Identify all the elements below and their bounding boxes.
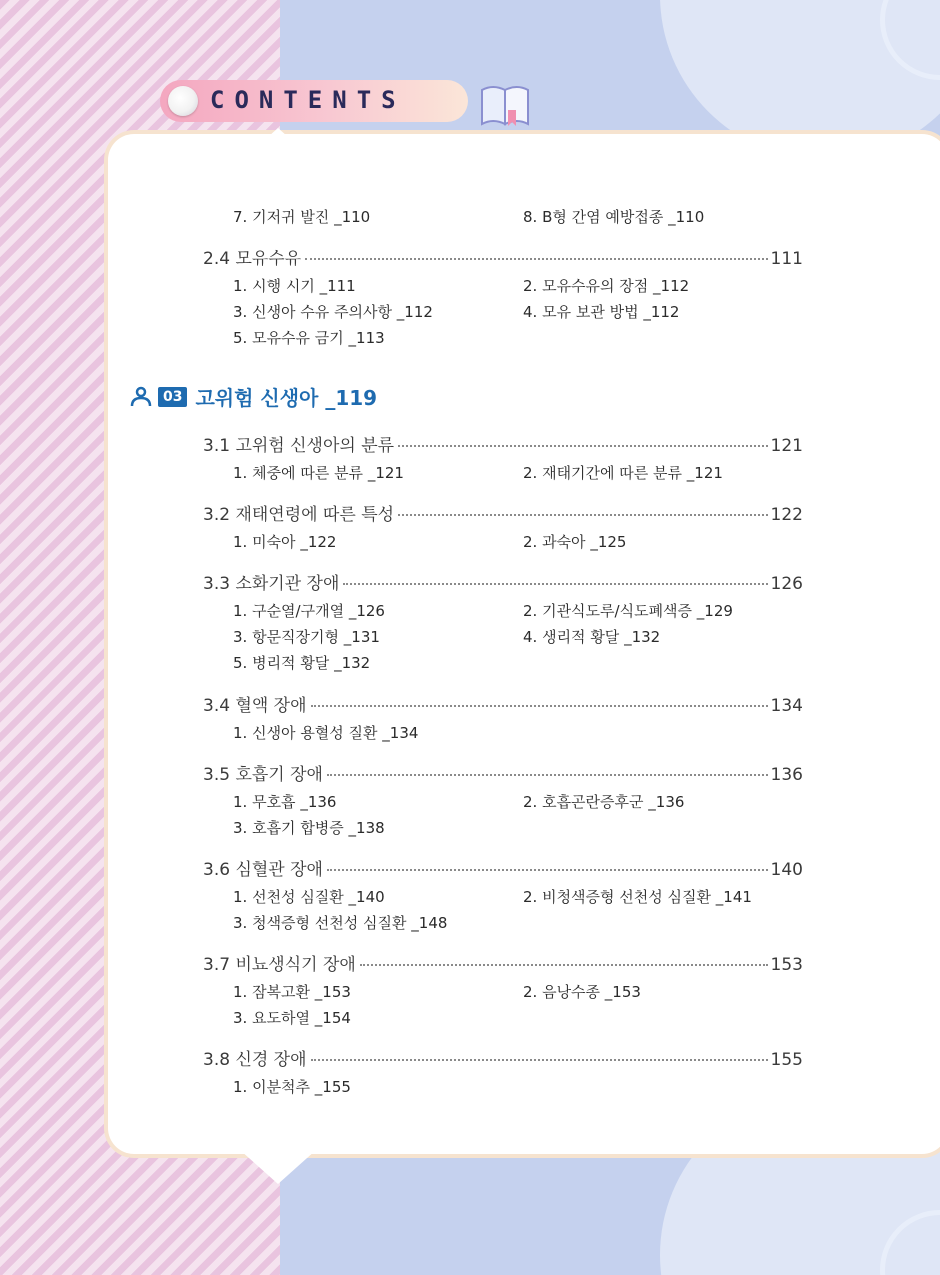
chapter-title: 고위험 신생아 _119 (195, 386, 378, 410)
leader-dots (305, 258, 767, 260)
section-heading[interactable] (203, 500, 803, 525)
section-heading[interactable] (203, 855, 803, 880)
toc-entry[interactable]: 1. 시행 시기 _111 (233, 277, 356, 295)
section-heading[interactable] (203, 950, 803, 975)
section-heading[interactable] (203, 569, 803, 594)
section-label: 3.1 고위험 신생아의 분류 (203, 436, 395, 456)
section-page: 153 (770, 955, 803, 975)
section-page: 122 (770, 505, 803, 525)
section-label: 3.2 재태연령에 따른 특성 (203, 505, 395, 525)
toc-entry[interactable]: 5. 병리적 황달 _132 (233, 654, 371, 672)
toc-entry[interactable]: 1. 미숙아 _122 (233, 533, 337, 551)
toc-entry[interactable]: 2. 재태기간에 따른 분류 _121 (523, 464, 723, 482)
section-page: 136 (770, 765, 803, 785)
section-page: 155 (770, 1050, 803, 1070)
toc-entry[interactable]: 2. 비청색증형 선천성 심질환 _141 (523, 888, 752, 906)
section-heading[interactable] (203, 691, 803, 716)
toc-entry[interactable]: 2. 호흡곤란증후군 _136 (523, 793, 685, 811)
chapter-heading[interactable] (130, 382, 377, 411)
toc-entry[interactable]: 3. 호흡기 합병증 _138 (233, 819, 385, 837)
toc-entry[interactable]: 3. 신생아 수유 주의사항 _112 (233, 303, 433, 321)
section-heading[interactable] (203, 431, 803, 456)
toc-entry[interactable]: 4. 생리적 황달 _132 (523, 628, 661, 646)
chapter-number-badge: 03 (158, 387, 187, 407)
book-icon (478, 80, 532, 132)
pearl-icon (168, 86, 198, 116)
person-icon (130, 386, 152, 408)
toc-entry[interactable]: 1. 신생아 용혈성 질환 _134 (233, 724, 419, 742)
toc-entry[interactable]: 2. 과숙아 _125 (523, 533, 627, 551)
leader-dots (360, 964, 768, 966)
leader-dots (343, 583, 767, 585)
page-notch-bottom (240, 1150, 316, 1184)
page-notch-top (240, 128, 316, 162)
toc-entry[interactable]: 1. 구순열/구개열 _126 (233, 602, 385, 620)
toc-entry[interactable]: 4. 모유 보관 방법 _112 (523, 303, 680, 321)
contents-title: CONTENTS (210, 86, 406, 114)
section-label: 3.7 비뇨생식기 장애 (203, 955, 356, 975)
section-heading[interactable] (203, 1045, 803, 1070)
toc-entry[interactable]: 5. 모유수유 금기 _113 (233, 329, 385, 347)
toc-entry[interactable]: 7. 기저귀 발진 _110 (233, 208, 371, 226)
section-label: 3.6 심혈관 장애 (203, 860, 323, 880)
toc-entry[interactable]: 1. 선천성 심질환 _140 (233, 888, 385, 906)
section-label: 3.3 소화기관 장애 (203, 574, 340, 594)
section-label: 2.4 모유수유 (203, 249, 302, 269)
toc-entry[interactable]: 1. 무호흡 _136 (233, 793, 337, 811)
toc-entry[interactable]: 2. 모유수유의 장점 _112 (523, 277, 690, 295)
toc-entry[interactable]: 8. B형 간염 예방접종 _110 (523, 208, 705, 226)
leader-dots (311, 1059, 768, 1061)
toc-entry[interactable]: 2. 음낭수종 _153 (523, 983, 641, 1001)
toc-entry[interactable]: 1. 이분척추 _155 (233, 1078, 351, 1096)
section-label: 3.4 혈액 장애 (203, 696, 307, 716)
section-label: 3.5 호흡기 장애 (203, 765, 323, 785)
toc-entry[interactable]: 2. 기관식도루/식도폐색증 _129 (523, 602, 733, 620)
leader-dots (398, 514, 768, 516)
section-page: 140 (770, 860, 803, 880)
toc-entry[interactable]: 3. 항문직장기형 _131 (233, 628, 380, 646)
section-heading[interactable] (203, 760, 803, 785)
toc-entry[interactable]: 3. 청색증형 선천성 심질환 _148 (233, 914, 448, 932)
toc-entry[interactable]: 1. 잠복고환 _153 (233, 983, 351, 1001)
section-page: 134 (770, 696, 803, 716)
leader-dots (311, 705, 768, 707)
leader-dots (327, 774, 768, 776)
leader-dots (327, 869, 768, 871)
toc-entry[interactable]: 3. 요도하열 _154 (233, 1009, 351, 1027)
section-page: 126 (770, 574, 803, 594)
toc-entry[interactable]: 1. 체중에 따른 분류 _121 (233, 464, 404, 482)
leader-dots (398, 445, 768, 447)
section-page: 121 (770, 436, 803, 456)
section-heading[interactable] (203, 244, 803, 269)
section-page: 111 (770, 249, 803, 269)
section-label: 3.8 신경 장애 (203, 1050, 307, 1070)
